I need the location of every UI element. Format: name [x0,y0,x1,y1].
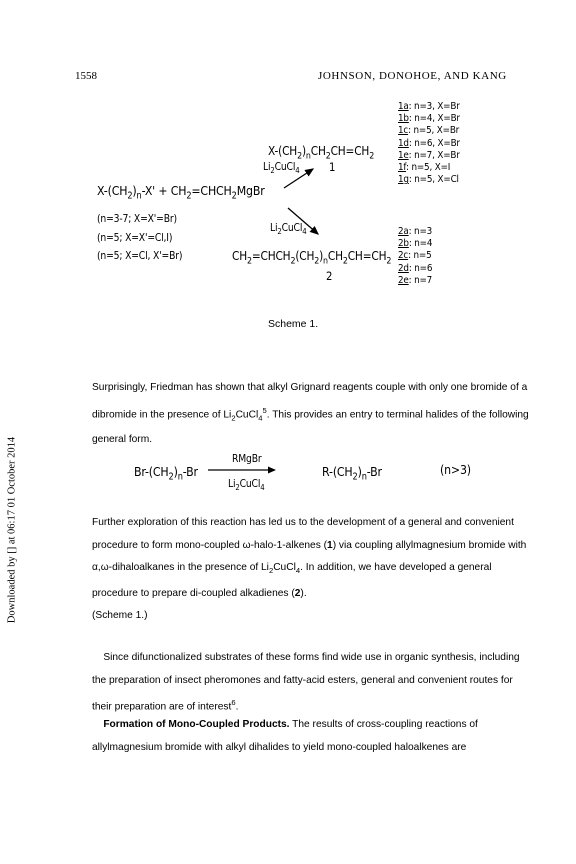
compound-2a: 2a: n=3 [398,226,433,237]
paragraph-3: Since difunctionalized substrates of these forms find wide use in organic synthesis, including the preparation of insect pheromones and fatty-acid esters, general and convenient routes for their preparation are of interest$^6$. [92,652,520,713]
compound-1d: 1d: n=6, X=Br [398,137,460,149]
paragraph-1: Surprisingly, Friedman has shown that alkyl Grignard reagents couple with only one bromide of a dibromide in the presence of $Li_2CuCl_4^5$. This provides an entry to terminal halides of the following general form. [92,382,529,446]
equation-reagent-top: RMgBr [232,453,262,465]
product-1-label: 1 [329,160,336,174]
scheme-caption: Scheme 1. [268,318,319,330]
compound-1c: 1c: n=5, X=Br [398,125,460,137]
equation-condition: (n>3) [440,462,471,477]
condition-1: (n=3-7; X=X'=Br) [97,213,177,225]
running-head: JOHNSON, DONOHOE, AND KANG [318,70,507,82]
download-note [0,436,24,624]
arrow-up [284,169,313,188]
reaction-arrows [280,166,370,256]
paragraph-4: Formation of Mono-Coupled Products. The results of cross-coupling reactions of allylmagnesium bromide with alkyl dihalides to yield mono-coupled haloalkenes are [92,719,478,753]
reagent-bottom: $Li_2CuCl_4$ [270,222,307,237]
compound-2e: 2e: n=7 [398,274,433,286]
compound-1g: 1g: n=5, X=Cl [398,174,459,186]
product-2-formula: $CH_2=CHCH_2(CH_2)_nCH_2CH=CH_2$ [232,249,392,267]
compound-list-2 [398,226,432,287]
compound-1b: 1b: n=4, X=Br [398,113,460,125]
reagent-top: $Li_2CuCl_4$ [263,161,300,176]
condition-3: (n=5; X=Cl, X'=Br) [97,250,183,262]
compound-2b: 2b: n=4 [398,238,433,250]
compound-1a: 1a: n=3, X=Br [398,101,460,112]
page-number: 1558 [75,70,97,82]
compound-1f: 1f: n=5, X=I [398,162,451,174]
product-1-formula: $X-(CH_2)_nCH_2CH=CH_2$ [268,144,375,162]
ref-6: 6 [231,698,236,707]
equation-reagent-bottom: $Li_2CuCl_4$ [228,478,265,493]
equation-arrow [208,465,278,475]
compound-2c: 2c: n=5 [398,250,432,262]
equation-right: $R-(CH_2)_n-Br$ [322,464,382,483]
compound-2d: 2d: n=6 [398,262,433,274]
reactant-equation: $X-(CH_2)_n-X'$ + $CH_2=CHCH_2MgBr$ [97,183,265,202]
condition-2: (n=5; X=X'=Cl,I) [97,232,173,244]
scheme-reference: (Scheme 1.) [92,610,148,622]
download-note-text: Downloaded by [] at 06:17 01 October 2014 [6,436,18,624]
section-heading: Formation of Mono-Coupled Products. [103,719,290,730]
equation-left: $Br-(CH_2)_n-Br$ [134,464,198,483]
ref-5: 5 [262,405,267,415]
product-2-label: 2 [326,269,333,283]
compound-1e: 1e: n=7, X=Br [398,149,460,161]
compound-list-1 [398,101,460,186]
paragraph-2: Further exploration of this reaction has led us to the development of a general and convenient procedure to form mono-coupled ω-halo-1-alkenes (1) via coupling allylmagnesium bromide with α,ω-dihaloalkanes in the presence of $Li_2CuCl_4$. In addition, we have developed a general procedure to prepare di-coupled alkadienes (2). (Scheme 1.) [92,512,532,628]
